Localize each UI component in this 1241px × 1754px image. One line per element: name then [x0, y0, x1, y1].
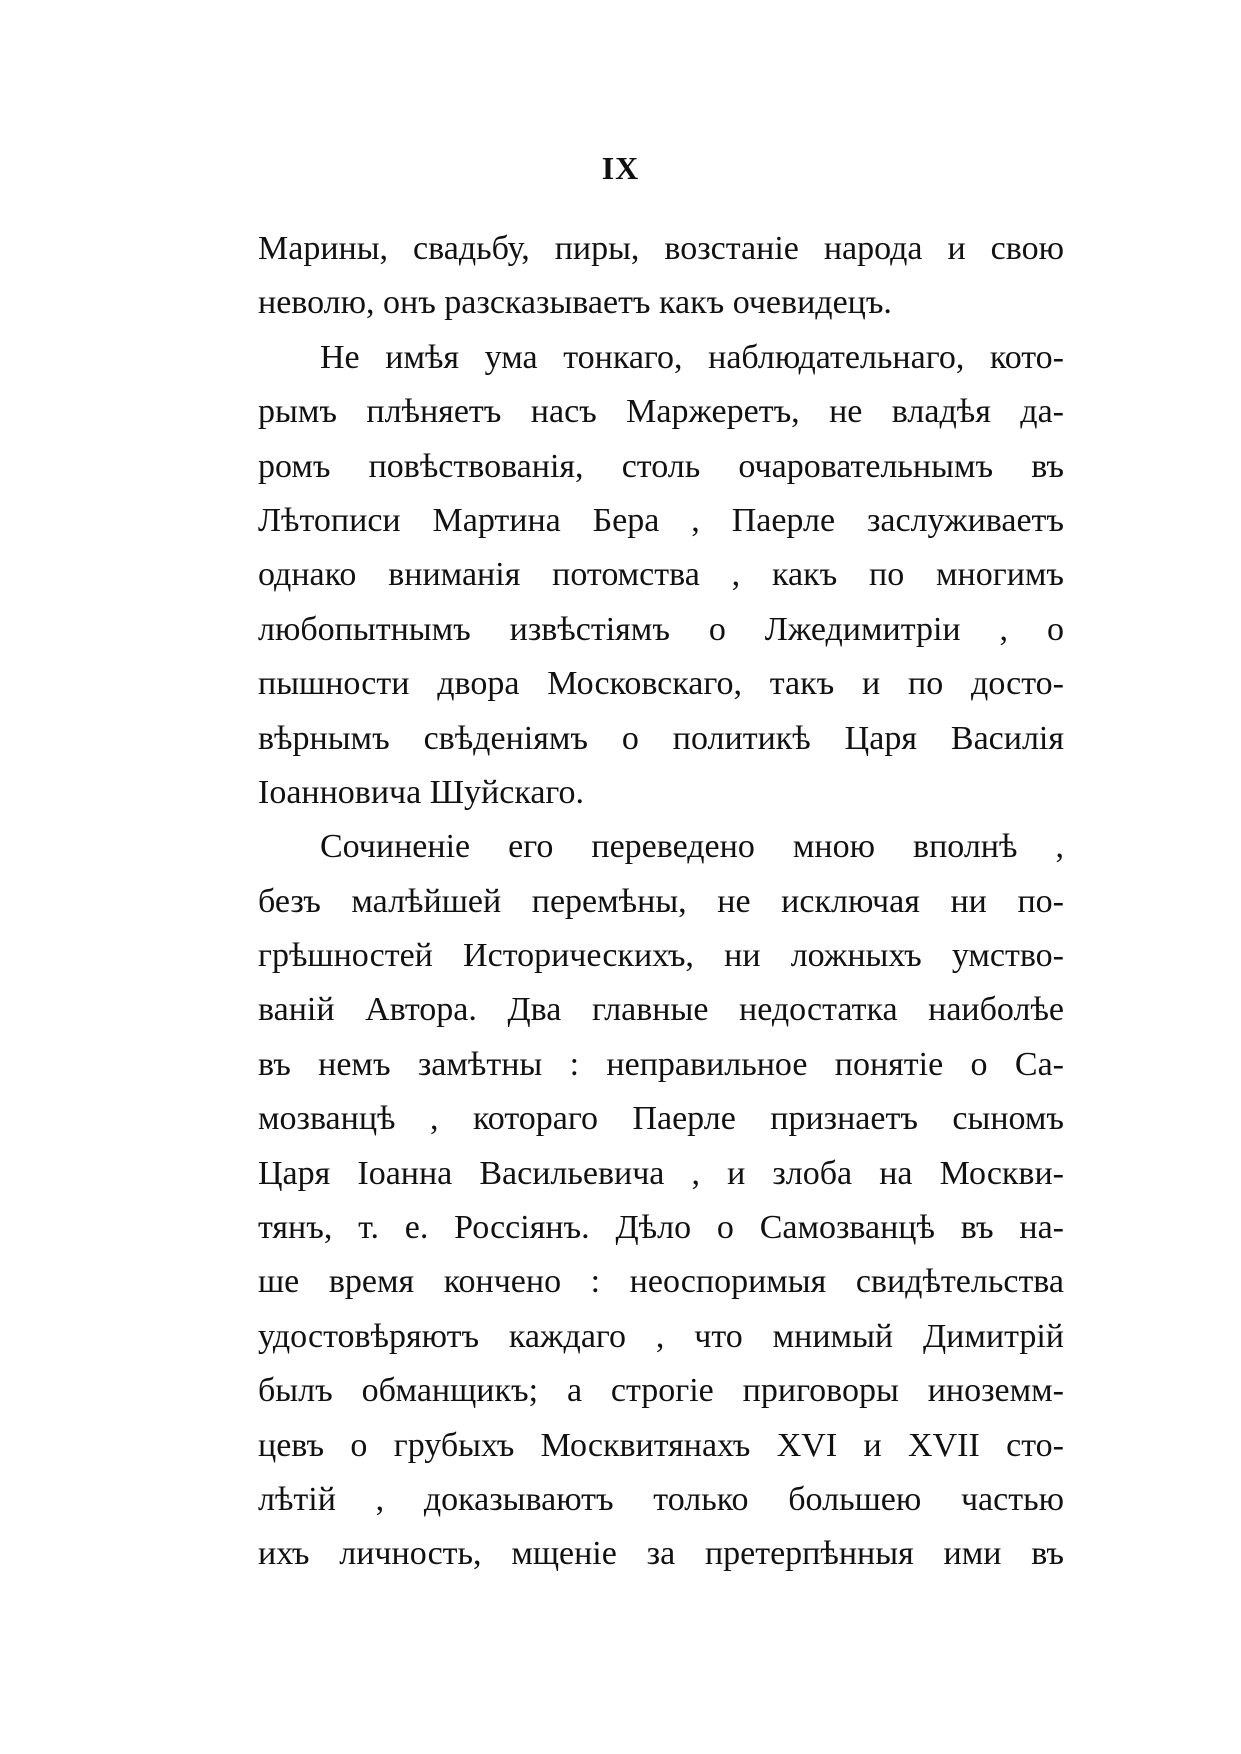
text-line: въ немъ замѣтны : неправильное понятіе о Са-: [258, 1045, 1064, 1083]
text-line: лѣтій , доказываютъ только большею частью: [258, 1480, 1064, 1518]
text-line: любопытнымъ извѣстіямъ о Лжедимитріи , о: [258, 610, 1064, 648]
text-line: ваній Автора. Два главные недостатка наиболѣе: [258, 991, 1064, 1029]
text-line: неволю, онъ разсказываетъ какъ очевидецъ.: [258, 284, 892, 322]
text-line: ромъ повѣствованія, столь очаровательнымъ въ: [258, 447, 1064, 485]
text-line: былъ обманщикъ; а строгіе приговоры иноземм-: [258, 1372, 1064, 1410]
text-line: ихъ личность, мщеніе за претерпѣнныя ими въ: [258, 1535, 1064, 1573]
text-line: Лѣтописи Мартина Бера , Паерле заслуживаетъ: [258, 501, 1064, 539]
text-line: Царя Іоанна Васильевича , и злоба на Москви-: [258, 1154, 1064, 1192]
text-line: вѣрнымъ свѣденіямъ о политикѣ Царя Василія: [258, 719, 1064, 757]
body-text: [258, 222, 1064, 1582]
page-number: IX: [601, 150, 640, 186]
text-line: мозванцѣ , котораго Паерле признаетъ сыномъ: [258, 1100, 1064, 1138]
text-line: тянъ, т. е. Россіянъ. Дѣло о Самозванцѣ въ на-: [258, 1209, 1064, 1247]
text-line: рымъ плѣняетъ насъ Маржеретъ, не владѣя да-: [258, 393, 1064, 431]
text-line: удостовѣряютъ каждаго , что мнимый Димитрій: [258, 1317, 1064, 1355]
text-line: безъ малѣйшей перемѣны, не исключая ни по-: [258, 882, 1064, 920]
text-line: Марины, свадьбу, пиры, возстаніе народа и свою: [258, 230, 1064, 267]
text-line: цевъ о грубыхъ Москвитянахъ XVI и XVII сто-: [258, 1426, 1064, 1464]
text-line: однако вниманія потомства , какъ по многимъ: [258, 556, 1064, 594]
text-line: Іоанновича Шуйскаго.: [258, 773, 585, 811]
text-line: грѣшностей Историческихъ, ни ложныхъ умство-: [258, 937, 1064, 975]
paragraph-start-line: Сочиненіе его переведено мною вполнѣ ,: [320, 828, 1064, 866]
text-line: ше время кончено : неоспоримыя свидѣтельства: [258, 1263, 1064, 1301]
text-line: пышности двора Московскаго, такъ и по досто-: [258, 665, 1064, 703]
paragraph-start-line: Не имѣя ума тонкаго, наблюдательнаго, кото-: [320, 338, 1064, 376]
